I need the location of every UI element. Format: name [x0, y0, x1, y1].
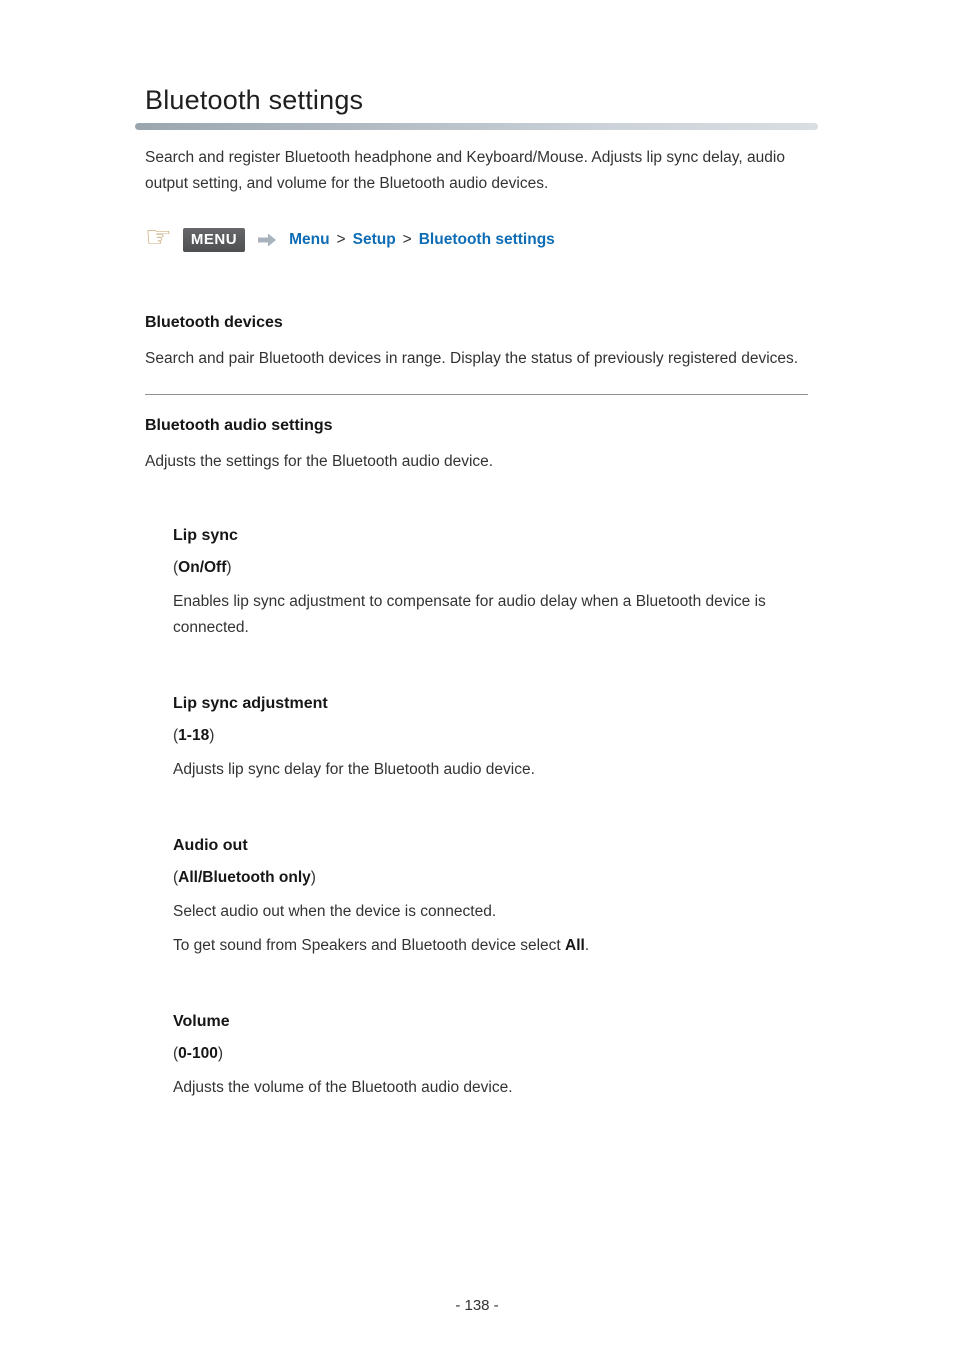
- breadcrumb: [289, 231, 555, 249]
- arrow-right-icon: [256, 232, 278, 248]
- section-bluetooth-devices: [145, 312, 810, 372]
- intro-text: Search and register Bluetooth headphone and Keyboard/Mouse. Adjusts lip sync delay, audio output setting, and volume for the Bluetooth audio devices.: [145, 148, 785, 192]
- subsection-heading: Audio out: [173, 836, 248, 854]
- paragraph-text: .: [584, 936, 590, 954]
- value-text: All/Bluetooth only: [178, 868, 311, 886]
- breadcrumb-link-setup[interactable]: Setup: [352, 230, 396, 248]
- paren-close: ): [209, 726, 215, 744]
- title-underline-bar: [135, 123, 818, 130]
- subsection-audio-out: [173, 835, 810, 959]
- section-heading: Bluetooth devices: [145, 313, 283, 331]
- breadcrumb-separator: >: [336, 230, 346, 248]
- value-text: 0-100: [178, 1044, 218, 1062]
- subsection-value: [173, 865, 810, 891]
- breadcrumb-link-bluetooth-settings[interactable]: Bluetooth settings: [418, 230, 555, 248]
- subsection-heading: Volume: [173, 1012, 230, 1030]
- subsection-lip-sync-adjustment: [173, 693, 810, 783]
- menu-path-row: [145, 220, 810, 254]
- subsection-paragraph: Enables lip sync adjustment to compensate for audio delay when a Bluetooth device is connected.: [173, 592, 766, 636]
- paren-open: (: [173, 1044, 179, 1062]
- paren-open: (: [173, 868, 179, 886]
- paren-open: (: [173, 558, 179, 576]
- subsection-heading: Lip sync adjustment: [173, 694, 328, 712]
- subsection-value: [173, 1041, 810, 1067]
- hand-pointer-icon: ☞: [145, 220, 172, 254]
- value-text: On/Off: [178, 558, 227, 576]
- paren-open: (: [173, 726, 179, 744]
- page-title: Bluetooth settings: [145, 85, 364, 115]
- section-bluetooth-audio-settings: [145, 415, 810, 475]
- paragraph-text: To get sound from Speakers and Bluetooth device select: [173, 936, 566, 954]
- paren-close: ): [217, 1044, 223, 1062]
- subsection-paragraph: Select audio out when the device is connected.: [173, 902, 497, 920]
- section-body: Search and pair Bluetooth devices in range. Display the status of previously registered devices.: [145, 349, 799, 367]
- subsection-heading: Lip sync: [173, 526, 238, 544]
- subsection-paragraph: [173, 933, 810, 959]
- subsection-paragraph: Adjusts lip sync delay for the Bluetooth audio device.: [173, 760, 535, 778]
- paragraph-bold-text: All: [565, 936, 585, 954]
- section-body: Adjusts the settings for the Bluetooth audio device.: [145, 452, 494, 470]
- subsection-paragraph: Adjusts the volume of the Bluetooth audio device.: [173, 1078, 513, 1096]
- breadcrumb-link-menu[interactable]: Menu: [289, 230, 330, 248]
- paren-close: ): [310, 868, 316, 886]
- menu-button-badge: MENU: [183, 228, 245, 252]
- subsection-value: [173, 723, 810, 749]
- section-heading: Bluetooth audio settings: [145, 416, 333, 434]
- value-text: 1-18: [178, 726, 210, 744]
- subsection-volume: [173, 1011, 810, 1101]
- subsection-lip-sync: [173, 525, 810, 641]
- paren-close: ): [226, 558, 232, 576]
- breadcrumb-separator: >: [402, 230, 412, 248]
- subsection-value: [173, 555, 810, 581]
- section-divider: [145, 394, 808, 395]
- page-number: - 138 -: [455, 1297, 499, 1314]
